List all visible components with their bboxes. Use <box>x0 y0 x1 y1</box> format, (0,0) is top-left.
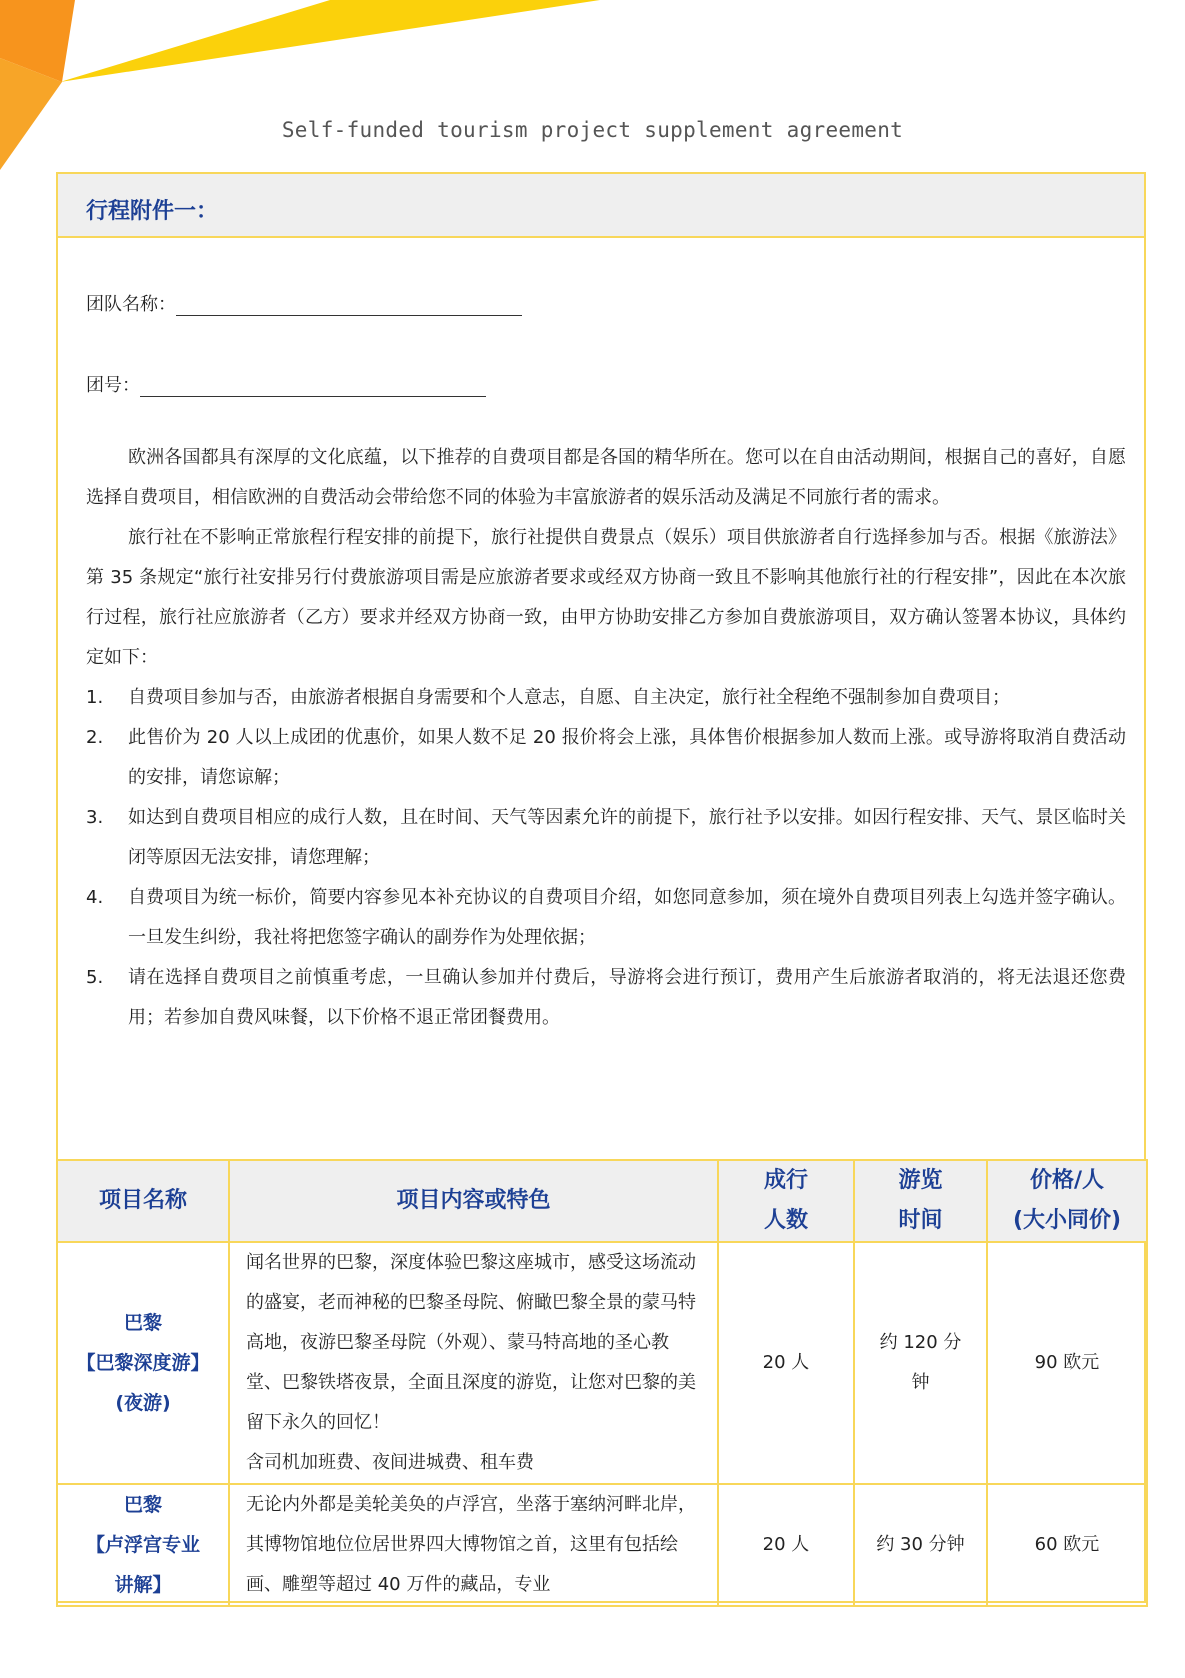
item-description: 闻名世界的巴黎，深度体验巴黎这座城市，感受这场流动的盛宴，老而神秘的巴黎圣母院、俯瞰巴黎全景的蒙马特高地，夜游巴黎圣母院（外观）、蒙马特高地的圣心教堂、巴黎铁塔夜景，全面且深度的游览，让您对巴黎的美留下永久的回忆！ <box>246 1252 696 1433</box>
team-name-field <box>86 290 522 316</box>
section-title: 行程附件一： <box>86 199 219 224</box>
term-number: 4. <box>86 887 104 908</box>
item-description-cell: 无论内外都是美轮美奂的卢浮宫，坐落于塞纳河畔北岸，其博物馆地位位居世界四大博物馆之首，这里有包括绘画、雕塑等超过 40 万件的藏品，专业 <box>229 1484 718 1606</box>
item-duration: 约 30 分钟 <box>854 1484 987 1606</box>
item-name-cell <box>57 1484 229 1606</box>
team-number-field <box>86 371 486 397</box>
corner-decoration <box>0 0 620 180</box>
item-city: 巴黎 <box>123 1312 162 1334</box>
table-header-row <box>57 1160 1147 1242</box>
term-number: 5. <box>86 967 104 988</box>
item-subtitle: (夜游) <box>115 1392 171 1414</box>
header-duration <box>854 1160 987 1242</box>
item-duration-line1: 约 120 分 <box>879 1332 962 1353</box>
item-name-cell <box>57 1242 229 1484</box>
header-item-content: 项目内容或特色 <box>229 1160 718 1242</box>
header-duration-line2: 时间 <box>898 1208 943 1233</box>
term-text: 自费项目为统一标价，简要内容参见本补充协议的自费项目介绍，如您同意参加，须在境外自费项目列表上勾选并签字确认。一旦发生纠纷，我社将把您签字确认的副券作为处理依据； <box>128 887 1126 948</box>
agreement-body <box>86 438 1126 1038</box>
header-price-line2: (大小同价) <box>1012 1208 1122 1233</box>
terms-list <box>86 678 1126 1038</box>
item-subtitle: 讲解】 <box>114 1574 172 1596</box>
term-item <box>86 878 1126 958</box>
header-duration-line1: 游览 <box>898 1168 943 1193</box>
table-row <box>57 1484 1147 1606</box>
header-min-people <box>718 1160 854 1242</box>
team-name-blank[interactable] <box>176 295 522 316</box>
team-name-label: 团队名称： <box>86 294 176 315</box>
item-price: 60 欧元 <box>987 1484 1147 1606</box>
self-funded-items-table <box>56 1159 1148 1607</box>
term-number: 1. <box>86 687 104 708</box>
section-header <box>58 174 1144 238</box>
item-min-people: 20 人 <box>718 1242 854 1484</box>
term-text: 请在选择自费项目之前慎重考虑，一旦确认参加并付费后，导游将会进行预订，费用产生后旅游者取消的，将无法退还您费用；若参加自费风味餐，以下价格不退正常团餐费用。 <box>128 967 1126 1028</box>
table-row <box>57 1242 1147 1484</box>
item-duration-cell <box>854 1242 987 1484</box>
item-city: 巴黎 <box>123 1494 162 1516</box>
term-item <box>86 958 1126 1038</box>
team-number-label: 团号： <box>86 375 140 396</box>
item-price: 90 欧元 <box>987 1242 1147 1484</box>
item-title: 【卢浮宫专业 <box>85 1534 200 1556</box>
team-number-blank[interactable] <box>140 376 486 397</box>
yellow-stripe <box>60 0 600 82</box>
term-number: 2. <box>86 727 104 748</box>
item-description-cell <box>229 1242 718 1484</box>
intro-paragraph: 旅行社在不影响正常旅程行程安排的前提下，旅行社提供自费景点（娱乐）项目供旅游者自行选择参加与否。根据《旅游法》第 35 条规定“旅行社安排另行付费旅游项目需是应旅游者要求或经双方协商一致且不影响其他旅行社的行程安排”，因此在本次旅行过程，旅行社应旅游者（乙方）要求并经双方协商一致，由甲方协助安排乙方参加自费旅游项目，双方确认签署本协议，具体约定如下： <box>86 527 1126 668</box>
term-text: 如达到自费项目相应的成行人数，且在时间、天气等因素允许的前提下，旅行社予以安排。如因行程安排、天气、景区临时关闭等原因无法安排，请您理解； <box>128 807 1126 868</box>
header-min-people-line2: 人数 <box>763 1208 808 1233</box>
header-price-line1: 价格/人 <box>1029 1168 1105 1193</box>
item-title: 【巴黎深度游】 <box>76 1352 210 1374</box>
item-min-people: 20 人 <box>718 1484 854 1606</box>
term-item <box>86 718 1126 798</box>
item-duration-line2: 钟 <box>911 1372 930 1393</box>
page-header: Self-funded tourism project supplement agreement <box>281 118 904 142</box>
term-item <box>86 678 1126 718</box>
term-item <box>86 798 1126 878</box>
item-note: 含司机加班费、夜间进城费、租车费 <box>246 1452 534 1473</box>
term-text: 自费项目参加与否，由旅游者根据自身需要和个人意志，自愿、自主决定，旅行社全程绝不强制参加自费项目； <box>128 687 1010 708</box>
header-min-people-line1: 成行 <box>763 1168 808 1193</box>
header-price <box>987 1160 1147 1242</box>
intro-paragraph: 欧洲各国都具有深厚的文化底蕴，以下推荐的自费项目都是各国的精华所在。您可以在自由活动期间，根据自己的喜好，自愿选择自费项目，相信欧洲的自费活动会带给您不同的体验为丰富旅游者的娱乐活动及满足不同旅行者的需求。 <box>86 447 1126 508</box>
term-number: 3. <box>86 807 104 828</box>
term-text: 此售价为 20 人以上成团的优惠价，如果人数不足 20 报价将会上涨，具体售价根据参加人数而上涨。或导游将取消自费活动的安排，请您谅解； <box>128 727 1126 788</box>
itinerary-attachment-frame <box>56 172 1146 1603</box>
header-item-name: 项目名称 <box>57 1160 229 1242</box>
